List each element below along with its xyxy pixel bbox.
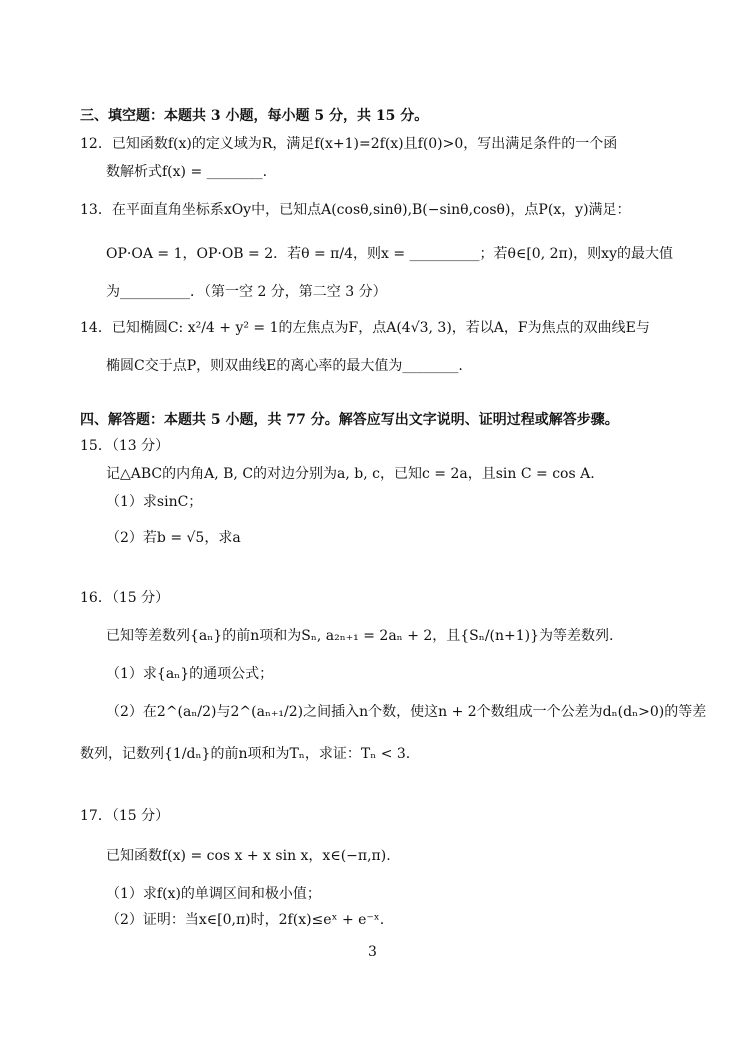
- question-13-line-2: OP·OA = 1，OP·OB = 2．若θ = π/4，则x = __________；若θ∈[0, 2π)，则xy的最大值: [106, 246, 673, 262]
- question-15-stem: 记△ABC的内角A, B, C的对边分别为a, b, c，已知c = 2a，且sin C = cos A.: [106, 466, 595, 482]
- question-16-part-1: （1）求{aₙ}的通项公式；: [106, 666, 274, 682]
- question-17-part-2: （2）证明：当x∈[0,π)时，2f(x)≤eˣ + e⁻ˣ.: [106, 912, 385, 928]
- question-16-title: 16．（15 分）: [80, 590, 170, 606]
- question-12-line-1: 12．已知函数f(x)的定义域为R，满足f(x+1)=2f(x)且f(0)>0，写出满足条件的一个函: [80, 136, 618, 152]
- fill-in-section-header: 三、填空题：本题共 3 小题，每小题 5 分，共 15 分。: [80, 108, 429, 124]
- question-15-part-2: （2）若b = √5，求a: [106, 530, 241, 546]
- question-16-part-2-line-1: （2）在2^(aₙ/2)与2^(aₙ₊₁/2)之间插入n个数，使这n + 2个数组成一个公差为dₙ(dₙ>0)的等差: [106, 704, 707, 720]
- question-14-line-2: 椭圆C交于点P，则双曲线E的离心率的最大值为________.: [106, 358, 463, 374]
- question-16-part-2-line-2: 数列，记数列{1/dₙ}的前n项和为Tₙ，求证：Tₙ < 3.: [80, 746, 411, 762]
- question-12-line-2: 数解析式f(x) = ________.: [106, 164, 268, 180]
- question-17-part-1: （1）求f(x)的单调区间和极小值；: [106, 886, 321, 902]
- question-17-stem: 已知函数f(x) = cos x + x sin x，x∈(−π,π).: [106, 848, 391, 864]
- question-15-title: 15．（13 分）: [80, 438, 170, 454]
- question-14-line-1: 14．已知椭圆C: x²/4 + y² = 1的左焦点为F，点A(4√3, 3)，若以A，F为焦点的双曲线E与: [80, 320, 650, 336]
- question-17-title: 17．（15 分）: [80, 808, 170, 824]
- question-16-stem: 已知等差数列{aₙ}的前n项和为Sₙ, a₂ₙ₊₁ = 2aₙ + 2，且{Sₙ/(n+1)}为等差数列.: [106, 628, 614, 644]
- question-15-part-1: （1）求sinC；: [106, 494, 203, 510]
- question-13-line-3: 为__________．（第一空 2 分，第二空 3 分）: [106, 284, 387, 300]
- answer-section-header: 四、解答题：本题共 5 小题，共 77 分。解答应写出文字说明、证明过程或解答步骤。: [80, 412, 619, 428]
- page-number: 3: [368, 944, 377, 960]
- question-13-line-1: 13．在平面直角坐标系xOy中，已知点A(cosθ,sinθ),B(−sinθ,cosθ)，点P(x，y)满足：: [80, 202, 631, 218]
